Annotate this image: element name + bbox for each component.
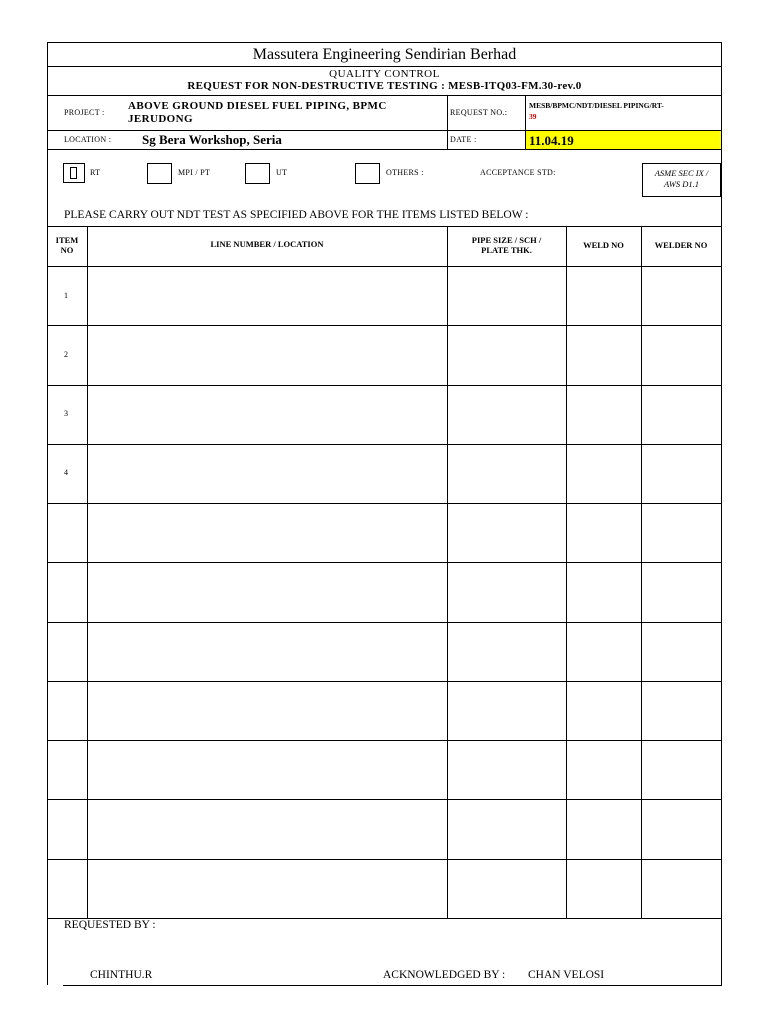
divider: [47, 562, 722, 563]
divider: [47, 622, 722, 623]
divider: [87, 226, 88, 918]
divider: [47, 799, 722, 800]
divider: [525, 130, 526, 149]
header-item-no-line2: NO: [60, 245, 74, 255]
header-welder-no: WELDER NO: [654, 240, 708, 250]
mpi-pt-label: MPI / PT: [178, 168, 211, 177]
mpi-pt-checkbox[interactable]: [147, 163, 172, 184]
acceptance-label: ACCEPTANCE STD:: [480, 168, 556, 177]
divider: [47, 859, 722, 860]
divider: [47, 95, 722, 96]
frame-right: [721, 42, 722, 985]
others-checkbox[interactable]: [355, 163, 380, 184]
location-value: Sg Bera Workshop, Seria: [142, 132, 282, 147]
requested-by-name: CHINTHU.R: [90, 969, 153, 981]
divider: [447, 226, 448, 918]
rt-label: RT: [90, 168, 101, 177]
others-label: OTHERS :: [386, 168, 424, 177]
project-value-line2: JERUDONG: [128, 113, 193, 125]
request-no-label: REQUEST NO.:: [450, 108, 508, 117]
header-item-no-line1: ITEM: [55, 235, 79, 245]
item-number: 4: [64, 468, 68, 477]
date-label: DATE :: [450, 135, 477, 144]
project-label: PROJECT :: [64, 108, 105, 117]
divider: [566, 226, 567, 918]
acceptance-value-line2: AWS D1.1: [663, 179, 700, 189]
item-number: 3: [64, 409, 68, 418]
frame-left: [47, 42, 48, 985]
ut-label: UT: [276, 168, 288, 177]
requested-by-label: REQUESTED BY :: [64, 919, 156, 931]
form-title-ndt: REQUEST FOR NON-DESTRUCTIVE TESTING : MESB-ITQ03-FM.30-rev.0: [187, 80, 582, 92]
rt-checkbox-mark: [70, 167, 77, 179]
divider: [447, 95, 448, 130]
divider: [447, 130, 448, 149]
form-title-qc: QUALITY CONTROL: [329, 68, 440, 80]
divider: [47, 149, 722, 150]
item-number: 2: [64, 350, 68, 359]
item-number: 1: [64, 291, 68, 300]
date-value: 11.04.19: [529, 133, 574, 148]
divider: [47, 66, 722, 67]
request-no-value: MESB/BPMC/NDT/DIESEL PIPING/RT-: [529, 101, 664, 110]
acknowledged-by-name: CHAN VELOSI: [528, 969, 605, 981]
divider: [47, 444, 722, 445]
acknowledged-by-label: ACKNOWLEDGED BY :: [383, 969, 506, 981]
company-name: Massutera Engineering Sendirian Berhad: [252, 46, 517, 63]
divider: [47, 385, 722, 386]
header-pipe-size-line1: PIPE SIZE / SCH /: [471, 235, 542, 245]
divider: [525, 95, 526, 130]
instruction-text: PLEASE CARRY OUT NDT TEST AS SPECIFIED ABOVE FOR THE ITEMS LISTED BELOW :: [64, 209, 529, 221]
header-line-number: LINE NUMBER / LOCATION: [210, 239, 324, 249]
frame-top: [47, 42, 722, 43]
divider: [47, 325, 722, 326]
ut-checkbox[interactable]: [245, 163, 270, 184]
divider: [47, 266, 722, 267]
location-label: LOCATION :: [64, 135, 112, 144]
header-weld-no: WELD NO: [583, 240, 624, 250]
header-pipe-size-line2: PLATE THK.: [481, 245, 532, 255]
divider: [47, 681, 722, 682]
acceptance-value-line1: ASME SEC IX /: [654, 168, 709, 178]
divider: [641, 226, 642, 918]
footer-bottom-line: [63, 985, 722, 986]
divider: [47, 740, 722, 741]
divider: [47, 503, 722, 504]
request-no-suffix: 39: [529, 112, 537, 121]
project-value-line1: ABOVE GROUND DIESEL FUEL PIPING, BPMC: [128, 100, 387, 112]
divider: [47, 226, 722, 227]
